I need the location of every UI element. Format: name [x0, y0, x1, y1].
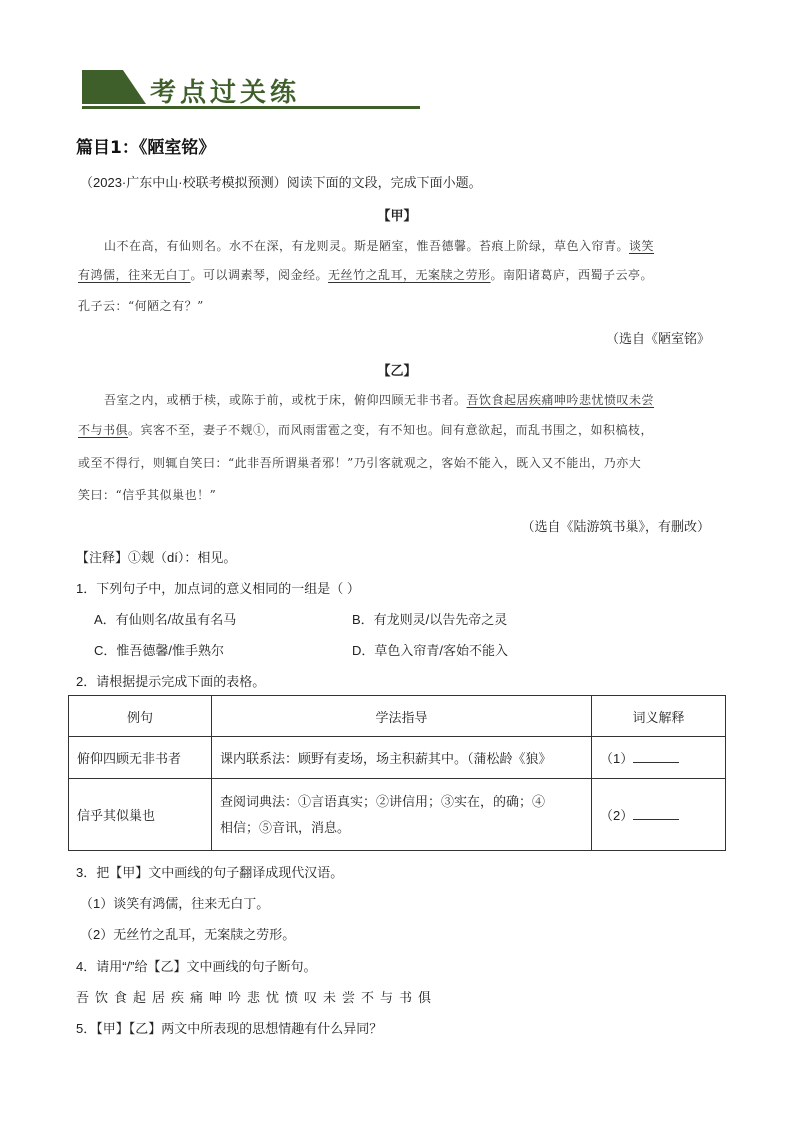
- section-banner: [82, 70, 420, 112]
- table-row: [69, 779, 726, 851]
- passage-a-source: （选自《陋室铭》: [605, 331, 710, 346]
- underlined-sentence: 谈笑: [629, 239, 655, 253]
- question-5-stem: 5．【甲】【乙】两文中所表现的思想情趣有什么异同？: [76, 1021, 383, 1036]
- banner-title: 考点过关练: [150, 78, 301, 108]
- underlined-sentence: 无丝竹之乱耳，无案牍之劳形: [328, 268, 491, 282]
- underlined-sentence: 有鸿儒，往来无白丁: [78, 268, 191, 282]
- passage-b-label: 【乙】: [377, 364, 417, 379]
- annotation-note: 【注释】①觌（dí）：相见。: [76, 550, 237, 565]
- table-cell-sentence: 信乎其似巢也: [69, 779, 212, 851]
- passage-a-line-1: 山不在高，有仙则名。水不在深，有龙则灵。斯是陋室，惟吾德馨。苔痕上阶绿，草色入帘青。谈笑: [104, 239, 655, 253]
- passage-b-line-4: 笑曰：“信乎其似巢也！”: [78, 488, 217, 502]
- underlined-sentence: 不与书俱: [78, 423, 129, 437]
- question-1-stem: 1．下列句子中，加点词的意义相同的一组是（ ）: [76, 581, 360, 596]
- table-row: [69, 737, 726, 779]
- question-3-item-2: （2）无丝竹之乱耳，无案牍之劳形。: [80, 927, 296, 942]
- passage-a-line-2: 有鸿儒，往来无白丁。可以调素琴，阅金经。无丝竹之乱耳，无案牍之劳形。南阳诸葛庐，西蜀子云亭。: [78, 268, 654, 282]
- passage-a-label: 【甲】: [377, 209, 417, 224]
- question-3-stem: 3．把【甲】文中画线的句子翻译成现代汉语。: [76, 865, 344, 880]
- table-cell-answer: （1）: [592, 737, 726, 779]
- underlined-sentence: 吾饮食起居疾痛呻吟悲忧愤叹未尝: [466, 393, 655, 407]
- passage-b-source: （选自《陆游筑书巢》，有删改）: [521, 519, 710, 534]
- question-4-sentence: 吾饮食起居疾痛呻吟悲忧愤叹未尝不与书俱: [76, 990, 438, 1005]
- table-header-meaning: 词义解释: [592, 696, 726, 737]
- table-header-row: [69, 696, 726, 737]
- question-1-option-d: D．草色入帘青/客始不能入: [352, 643, 509, 658]
- table-cell-method: 课内联系法：顾野有麦场，场主积薪其中。（蒲松龄《狼》: [212, 737, 592, 779]
- table-header-method: 学法指导: [212, 696, 592, 737]
- question-3-item-1: （1）谈笑有鸿儒，往来无白丁。: [80, 896, 270, 911]
- passage-b-line-3: 或至不得行，则辄自笑曰：“此非吾所谓巢者邪！”乃引客就观之，客始不能入，既入又不能出，乃亦大: [78, 456, 642, 470]
- question-1-option-a: A．有仙则名/故虽有名马: [94, 612, 237, 627]
- question-4-stem: 4．请用“/”给【乙】文中画线的句子断句。: [76, 959, 317, 974]
- table-cell-sentence: 俯仰四顾无非书者: [69, 737, 212, 779]
- vocabulary-table: [68, 695, 726, 851]
- table-header-sentence: 例句: [69, 696, 212, 737]
- passage-a-line-3: 孔子云：“何陋之有？”: [78, 299, 204, 313]
- answer-blank[interactable]: [633, 807, 679, 820]
- question-1-option-c: C．惟吾德馨/惟手熟尔: [94, 643, 225, 658]
- table-cell-answer: （2）: [592, 779, 726, 851]
- table-cell-method: 查阅词典法：①言语真实；②讲信用；③实在，的确；④ 相信；⑤音讯，消息。: [212, 779, 592, 851]
- passage-b-line-2: 不与书俱。宾客不至，妻子不觌①，而风雨雷雹之变，有不知也。间有意欲起，而乱书围之，如积槁枝，: [78, 423, 654, 437]
- question-source: （2023·广东中山·校联考模拟预测）阅读下面的文段，完成下面小题。: [80, 175, 482, 190]
- passage-b-line-1: 吾室之内，或栖于椟，或陈于前，或枕于床，俯仰四顾无非书者。吾饮食起居疾痛呻吟悲忧愤叹未尝: [104, 393, 655, 407]
- section-heading: 篇目1：《陋室铭》: [76, 138, 216, 158]
- question-1-option-b: B．有龙则灵/以告先帝之灵: [352, 612, 508, 627]
- question-2-stem: 2．请根据提示完成下面的表格。: [76, 674, 266, 689]
- banner-decoration: [82, 70, 146, 104]
- answer-blank[interactable]: [633, 750, 679, 763]
